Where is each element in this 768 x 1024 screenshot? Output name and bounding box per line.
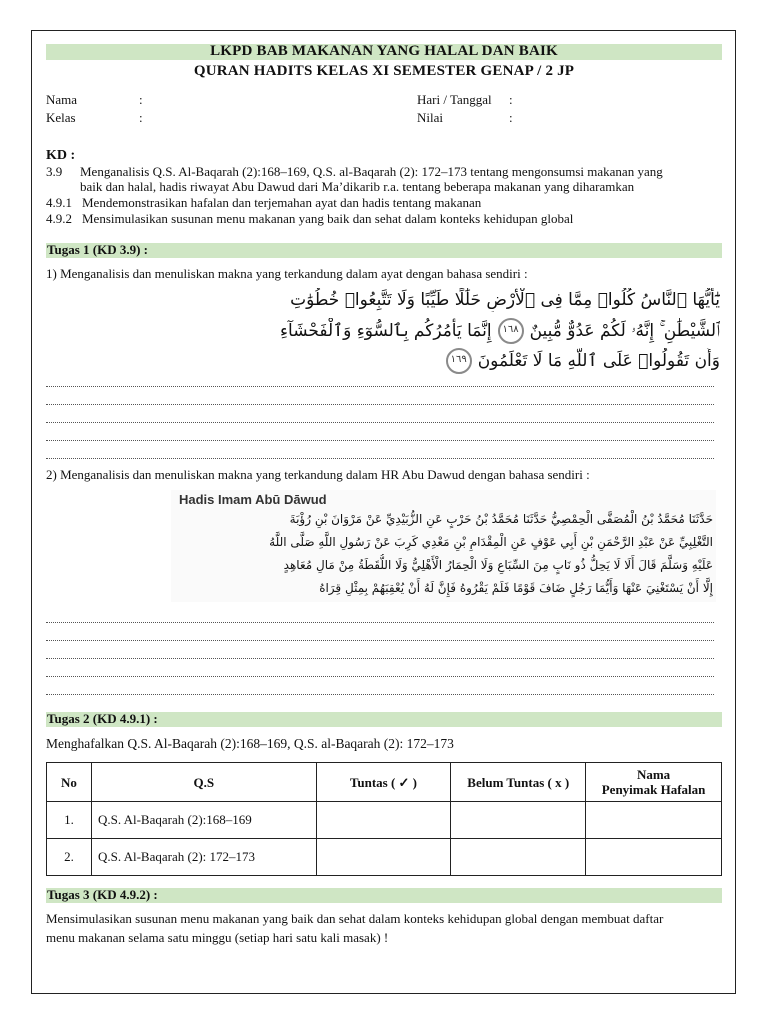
row-no: 1.	[47, 802, 92, 839]
table-row	[47, 839, 722, 876]
hadis-line: عَلَيْهِ وَسَلَّمَ قَالَ أَلَا لَا يَحِلُّ ذُو نَابٍ مِنَ السِّبَاعِ وَلَا الْحِمَارُ الْأَهْلِيُّ وَلَا اللُّقَطَةُ مِنْ مَالِ مُعَاهِدٍ	[283, 558, 713, 572]
nama-label: Nama	[46, 92, 78, 107]
kd-item-num: 4.9.1	[46, 195, 72, 210]
row-qs: Q.S. Al-Baqarah (2): 172–173	[91, 839, 316, 876]
hadis-title: Hadis Imam Abū Dāwud	[179, 492, 327, 507]
page-subtitle: QURAN HADITS KELAS XI SEMESTER GENAP / 2 JP	[193, 63, 575, 79]
answer-line[interactable]	[46, 387, 714, 405]
row-qs: Q.S. Al-Baqarah (2):168–169	[91, 802, 316, 839]
hadis-line: حَدَّثَنَا مُحَمَّدُ بْنُ الْمُصَفَّى الْحِمْصِيُّ حَدَّثَنَا مُحَمَّدُ بْنُ حَرْبٍ عَنِ الزُّبَيْدِيِّ عَنْ مَرْوَانَ بْنِ رُؤْبَةَ	[289, 512, 713, 526]
row-belum-tuntas-cell[interactable]	[451, 839, 586, 876]
col-header-penyimak-hafalan: Penyimak Hafalan	[601, 782, 706, 797]
row-penyimak-cell[interactable]	[586, 839, 722, 876]
answer-line[interactable]	[46, 441, 714, 459]
answer-line[interactable]	[46, 369, 714, 387]
tugas1-question-2: 2) Menganalisis dan menuliskan makna yang terkandung dalam HR Abu Dawud dengan bahasa sendiri :	[46, 467, 590, 482]
hadis-line: إِلَّا أَنْ يَسْتَغْنِيَ عَنْهَا وَأَيُّمَا رَجُلٍ ضَافَ قَوْمًا فَلَمْ يَقْرُوهُ فَإِنَّ لَهُ أَنْ يُعْقِبَهُمْ بِمِثْلِ قِرَاهُ	[319, 581, 713, 595]
ayat-line-3-text: وَأَن تَقُولُوا۟ عَلَى ٱللَّهِ مَا لَا تَعْلَمُونَ	[477, 351, 720, 371]
col-header-nama: Nama	[636, 767, 671, 782]
answer-line[interactable]	[46, 623, 714, 641]
kelas-label: Kelas	[46, 110, 76, 125]
hadis-line: التَّغْلِبِيِّ عَنْ عَبْدِ الرَّحْمَنِ بْنِ أَبِي عَوْفٍ عَنِ الْمِقْدَامِ بْنِ مَعْدِي كَرِبَ عَنْ رَسُولِ اللَّهِ صَلَّى اللَّهُ	[269, 535, 713, 549]
col-header-no: No	[47, 763, 92, 802]
ayat-line-2a: ٱلشَّيْطَٰنِ ۚ إِنَّهُۥ لَكُمْ عَدُوٌّ مُّبِينٌ	[529, 321, 720, 341]
kd-item-cont: baik dan halal, hadis riwayat Abu Dawud dari Ma’dikarib r.a. tentang beberapa makanan yang diharamkan	[80, 179, 635, 194]
tugas3-line-1: Mensimulasikan susunan menu makanan yang baik dan sehat dalam konteks kehidupan global dengan membuat daftar	[46, 911, 664, 926]
kd-item-text: Mensimulasikan susunan menu makanan yang baik dan sehat dalam konteks kehidupan global	[82, 211, 574, 226]
kd-heading: KD :	[46, 148, 76, 163]
col-header-tuntas: Tuntas ( ✓ )	[316, 763, 451, 802]
nilai-label: Nilai	[417, 110, 443, 125]
nama-colon: :	[139, 92, 143, 107]
row-no: 2.	[47, 839, 92, 876]
answer-line[interactable]	[46, 641, 714, 659]
ayat-line-2b: إِنَّمَا يَأْمُرُكُم بِٱلسُّوٓءِ وَٱلْفَحْشَآءِ	[280, 321, 492, 341]
tugas3-heading: Tugas 3 (KD 4.9.2) :	[47, 887, 158, 902]
kd-item-num: 4.9.2	[46, 211, 72, 226]
row-belum-tuntas-cell[interactable]	[451, 802, 586, 839]
answer-line[interactable]	[46, 677, 714, 695]
tugas1-heading: Tugas 1 (KD 3.9) :	[47, 242, 149, 257]
ayat-line-2	[205, 318, 720, 344]
hari-label: Hari / Tanggal	[417, 92, 492, 107]
answer-line[interactable]	[46, 659, 714, 677]
row-tuntas-cell[interactable]	[316, 802, 451, 839]
row-tuntas-cell[interactable]	[316, 839, 451, 876]
table-row	[47, 802, 722, 839]
kd-item-text: Menganalisis Q.S. Al-Baqarah (2):168–169, Q.S. al-Baqarah (2): 172–173 tentang mengonsumsi makanan yang	[80, 164, 663, 179]
kelas-colon: :	[139, 110, 143, 125]
col-header-qs: Q.S	[91, 763, 316, 802]
hafalan-table	[46, 762, 722, 876]
row-penyimak-cell[interactable]	[586, 802, 722, 839]
table-header-row	[47, 763, 722, 802]
ayah-number-169: ١٦٩	[446, 348, 472, 374]
ayat-line-1: يَٰٓأَيُّهَا ٱلنَّاسُ كُلُوا۟ مِمَّا فِى ٱلْأَرْضِ حَلَٰلًا طَيِّبًا وَلَا تَتَّبِعُوا۟ خُطُوَٰتِ	[290, 290, 720, 310]
col-header-penyimak	[586, 763, 722, 802]
ayah-number-168: ١٦٨	[498, 318, 524, 344]
col-header-belum-tuntas: Belum Tuntas ( x )	[451, 763, 586, 802]
tugas3-line-2: menu makanan selama satu minggu (setiap hari satu kali masak) !	[46, 930, 389, 945]
kd-item-text: Mendemonstrasikan hafalan dan terjemahan ayat dan hadis tentang makanan	[82, 195, 482, 210]
answer-line[interactable]	[46, 423, 714, 441]
page-title: LKPD BAB MAKANAN YANG HALAL DAN BAIK	[210, 43, 558, 59]
hadis-image	[171, 490, 716, 602]
hari-colon: :	[509, 92, 513, 107]
answer-line[interactable]	[46, 605, 714, 623]
answer-line[interactable]	[46, 405, 714, 423]
tugas1-question-1: 1) Menganalisis dan menuliskan makna yang terkandung dalam ayat dengan bahasa sendiri :	[46, 266, 528, 281]
tugas2-instruction: Menghafalkan Q.S. Al-Baqarah (2):168–169, Q.S. al-Baqarah (2): 172–173	[46, 736, 454, 751]
tugas2-heading: Tugas 2 (KD 4.9.1) :	[47, 711, 158, 726]
kd-item-num: 3.9	[46, 164, 63, 179]
nilai-colon: :	[509, 110, 513, 125]
